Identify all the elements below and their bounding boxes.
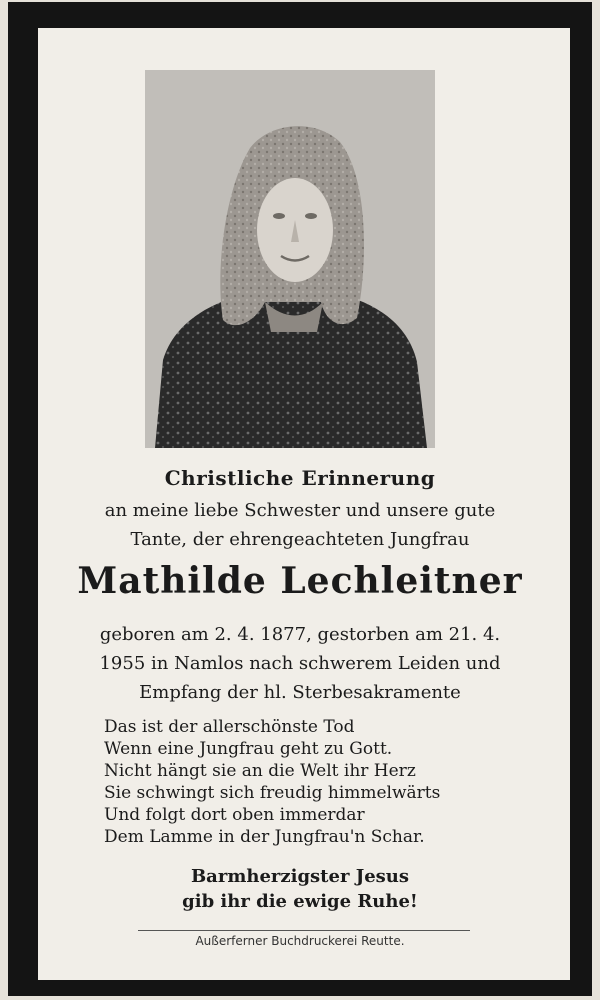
verse-line: Dem Lamme in der Jungfrau'n Schar. <box>104 827 425 847</box>
dedication-text <box>0 496 600 554</box>
deceased-name: Mathilde Lechleitner <box>77 560 523 602</box>
portrait-photo <box>145 70 435 448</box>
verse-line: Wenn eine Jungfrau geht zu Gott. <box>104 739 393 759</box>
life-dates-line: 1955 in Namlos nach schwerem Leiden und <box>99 653 501 674</box>
verse-line: Nicht hängt sie an die Welt ihr Herz <box>104 761 416 781</box>
printer-credit: Außerferner Buchdruckerei Reutte. <box>195 934 405 948</box>
dedication-line: an meine liebe Schwester und unsere gute <box>104 500 496 521</box>
verse-line: Das ist der allerschönste Tod <box>104 717 355 737</box>
divider-rule <box>138 930 470 931</box>
verse-line: Und folgt dort oben immerdar <box>104 805 365 825</box>
verse <box>104 716 544 848</box>
closing-line: Barmherzigster Jesus <box>190 866 410 887</box>
life-dates <box>0 620 600 707</box>
closing-line: gib ihr die ewige Ruhe! <box>182 891 418 912</box>
card-heading: Christliche Erinnerung <box>164 466 436 490</box>
life-dates-line: Empfang der hl. Sterbesakramente <box>139 682 461 703</box>
closing-prayer <box>0 864 600 914</box>
life-dates-line: geboren am 2. 4. 1877, gestorben am 21. 4. <box>99 624 501 645</box>
verse-line: Sie schwingt sich freudig himmelwärts <box>104 783 441 803</box>
dedication-line: Tante, der ehrengeachteten Jungfrau <box>130 529 470 550</box>
